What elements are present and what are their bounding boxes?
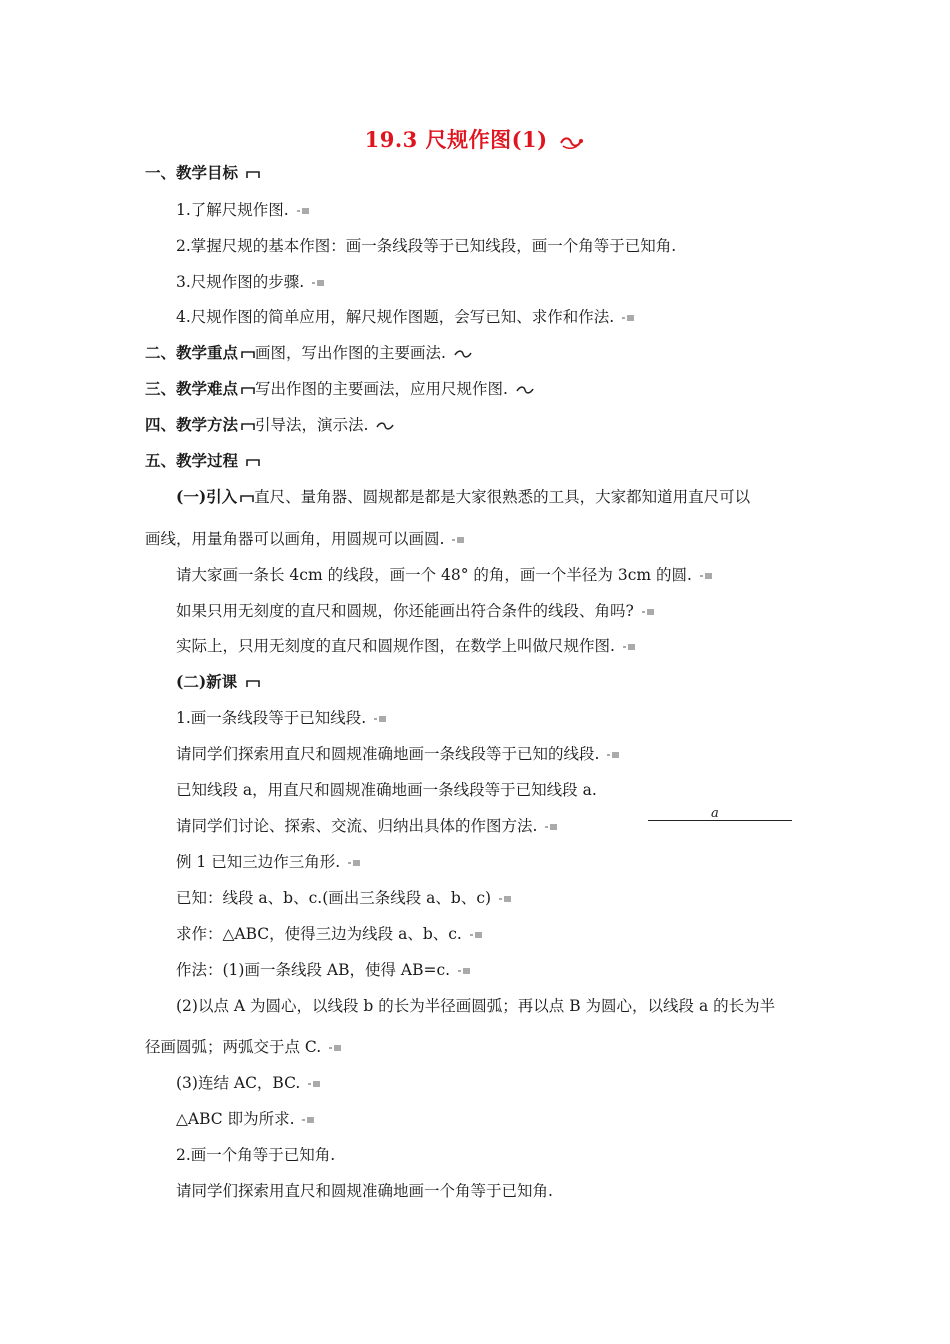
segment-a-label: a — [711, 806, 719, 821]
intro-p1: 请大家画一条长 4cm 的线段，画一个 48° 的角，画一个半径为 3cm 的圆. — [176, 564, 712, 586]
return-mark-icon — [308, 1080, 320, 1088]
example-e2: 已知：线段 a、b、c.(画出三条线段 a、b、c) — [176, 887, 511, 909]
example-e7: △ABC 即为所求. — [176, 1108, 314, 1130]
example-e4: 作法：(1)画一条线段 AB，使得 AB=c. — [176, 959, 470, 981]
objective-item-3: 3.尺规作图的步骤. — [176, 271, 324, 293]
return-mark-icon — [312, 279, 324, 287]
objective-item-4: 4.尺规作图的简单应用，解尺规作图题，会写已知、求作和作法. — [176, 306, 634, 328]
return-mark-icon — [499, 895, 511, 903]
return-mark-icon — [607, 751, 619, 759]
paragraph-mark-icon — [246, 169, 260, 179]
paragraph-mark-icon — [240, 493, 254, 503]
segment-a-line — [648, 820, 792, 821]
return-mark-icon — [545, 823, 557, 831]
return-mark-icon — [302, 1116, 314, 1124]
objective-item-1: 1.了解尺规作图. — [176, 199, 309, 221]
section-heading-process: 五、教学过程 — [145, 450, 260, 472]
return-mark-icon — [470, 931, 482, 939]
return-mark-icon — [700, 572, 712, 580]
paragraph-mark-icon — [246, 457, 260, 467]
dragon-mark-icon — [559, 134, 585, 150]
return-mark-icon — [458, 967, 470, 975]
new-n3: 已知线段 a，用直尺和圆规准确地画一条线段等于已知线段 a. — [176, 781, 597, 799]
paragraph-mark-icon — [241, 421, 255, 431]
intro-paragraph-line1: (一)引入 直尺、量角器、圆规都是都是大家很熟悉的工具，大家都知道用直尺可以 — [176, 487, 751, 506]
return-mark-icon — [329, 1044, 341, 1052]
return-mark-icon — [622, 314, 634, 322]
new-n1: 1.画一条线段等于已知线段. — [176, 707, 386, 729]
example-e1: 例 1 已知三边作三角形. — [176, 851, 360, 873]
intro-paragraph-line2: 画线，用量角器可以画角，用圆规可以画圆. — [145, 528, 464, 550]
new-n2: 请同学们探索用直尺和圆规准确地画一条线段等于已知的线段. — [176, 743, 619, 765]
section-key-points: 二、教学重点 画图，写出作图的主要画法. — [145, 342, 472, 364]
dragon-mark-icon — [454, 349, 472, 359]
objective-item-2: 2.掌握尺规的基本作图：画一条线段等于已知线段，画一个角等于已知角. — [176, 237, 677, 255]
example-e3: 求作：△ABC，使得三边为线段 a、b、c. — [176, 923, 482, 945]
angle-m1: 2.画一个角等于已知角. — [176, 1146, 336, 1164]
dragon-mark-icon — [516, 385, 534, 395]
return-mark-icon — [452, 536, 464, 544]
new-n4: 请同学们讨论、探索、交流、归纳出具体的作图方法. — [176, 815, 557, 837]
return-mark-icon — [623, 643, 635, 651]
paragraph-mark-icon — [241, 385, 255, 395]
example-e6: (3)连结 AC，BC. — [176, 1072, 320, 1094]
title-text: 19.3 尺规作图(1) — [364, 127, 548, 152]
example-e5-line2: 径画圆弧；两弧交于点 C. — [145, 1036, 341, 1058]
intro-p2: 如果只用无刻度的直尺和圆规，你还能画出符合条件的线段、角吗? — [176, 600, 654, 622]
page-title — [0, 124, 950, 154]
return-mark-icon — [642, 608, 654, 616]
return-mark-icon — [374, 715, 386, 723]
paragraph-mark-icon — [241, 349, 255, 359]
section-heading-objectives: 一、教学目标 — [145, 162, 260, 184]
example-e5-line1: (2)以点 A 为圆心，以线段 b 的长为半径画圆弧；再以点 B 为圆心，以线段 a 的长为半 — [176, 997, 776, 1015]
new-lesson-heading: (二)新课 — [176, 671, 260, 693]
return-mark-icon — [348, 859, 360, 867]
angle-m2: 请同学们探索用直尺和圆规准确地画一个角等于已知角. — [176, 1182, 553, 1200]
dragon-mark-icon — [376, 421, 394, 431]
paragraph-mark-icon — [246, 678, 260, 688]
section-methods: 四、教学方法 引导法，演示法. — [145, 414, 394, 436]
return-mark-icon — [297, 207, 309, 215]
section-difficulties: 三、教学难点 写出作图的主要画法，应用尺规作图. — [145, 378, 534, 400]
intro-p3: 实际上，只用无刻度的直尺和圆规作图，在数学上叫做尺规作图. — [176, 635, 635, 657]
